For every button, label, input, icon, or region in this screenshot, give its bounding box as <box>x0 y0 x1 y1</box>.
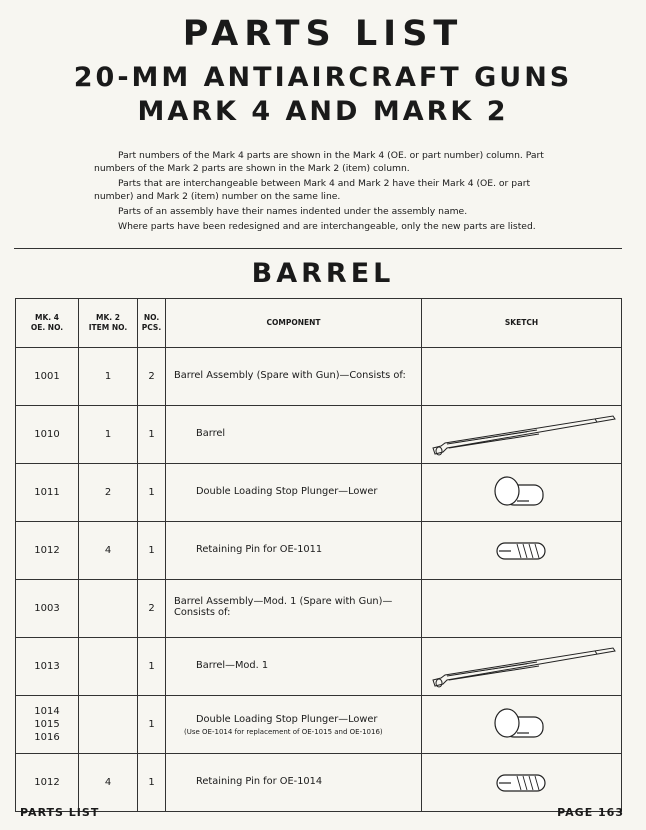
component-name: Barrel Assembly (Spare with Gun)—Consists of: <box>174 369 406 381</box>
mk2-item-number: 1 <box>79 348 138 406</box>
sketch-cell <box>422 406 622 464</box>
mk4-oe-number: 1011 <box>16 464 79 522</box>
component-cell <box>166 464 422 522</box>
mk2-item-number: 2 <box>79 464 138 522</box>
table-row <box>16 464 622 522</box>
mk4-oe-number: 1010 <box>16 406 79 464</box>
section-title: BARREL <box>251 258 395 289</box>
mk4-oe-number: 1013 <box>16 638 79 696</box>
mk4-oe-number: 1012 <box>16 522 79 580</box>
pieces-count: 1 <box>138 406 166 464</box>
component-cell <box>166 696 422 754</box>
component-cell <box>166 754 422 812</box>
divider <box>14 248 622 249</box>
mk4-oe-number: 1003 <box>16 580 79 638</box>
pieces-count: 2 <box>138 348 166 406</box>
table-header-row <box>16 299 622 348</box>
table-row <box>16 638 622 696</box>
table-row <box>16 348 622 406</box>
column-header-pcs: NO. PCS. <box>138 299 166 348</box>
component-name: Double Loading Stop Plunger—Lower <box>196 713 378 725</box>
component-cell <box>166 522 422 580</box>
mk2-item-number <box>79 580 138 638</box>
sketch-cell <box>422 522 622 580</box>
pieces-count: 1 <box>138 522 166 580</box>
pieces-count: 1 <box>138 754 166 812</box>
barrel-sketch-icon <box>423 642 620 692</box>
barrel-sketch-icon <box>423 410 620 460</box>
sketch-cell <box>422 696 622 754</box>
component-cell <box>166 406 422 464</box>
mk2-item-number: 4 <box>79 522 138 580</box>
plunger-sketch-icon <box>423 703 620 747</box>
table-row <box>16 696 622 754</box>
intro-text <box>94 149 546 235</box>
intro-paragraph: Where parts have been redesigned and are interchangeable, only the new parts are listed. <box>118 221 536 232</box>
parts-table <box>15 298 622 812</box>
sketch-cell <box>422 464 622 522</box>
pin-sketch-icon <box>423 536 620 566</box>
footer-left: PARTS LIST <box>20 806 100 819</box>
pieces-count: 1 <box>138 696 166 754</box>
column-header-mk2: MK. 2 ITEM NO. <box>79 299 138 348</box>
plunger-sketch-icon <box>423 471 620 515</box>
component-cell <box>166 580 422 638</box>
table-body <box>16 348 622 812</box>
page-title: PARTS LIST <box>182 14 464 54</box>
mk4-oe-number: 1014 1015 1016 <box>16 696 79 754</box>
page-number: PAGE 163 <box>557 806 624 819</box>
sketch-cell <box>422 638 622 696</box>
subtitle-line-1: 20-MM ANTIAIRCRAFT GUNS <box>73 62 573 93</box>
component-cell <box>166 348 422 406</box>
column-header-component: COMPONENT <box>166 299 422 348</box>
component-name: Barrel Assembly—Mod. 1 (Spare with Gun)— Consists of: <box>174 596 393 618</box>
sketch-cell <box>422 580 622 638</box>
component-name: Barrel—Mod. 1 <box>196 659 269 671</box>
component-cell <box>166 638 422 696</box>
mk2-item-number <box>79 638 138 696</box>
table-row <box>16 580 622 638</box>
intro-paragraph: Parts of an assembly have their names indented under the assembly name. <box>118 206 468 217</box>
component-name: Double Loading Stop Plunger—Lower <box>196 485 378 497</box>
pieces-count: 2 <box>138 580 166 638</box>
component-name: Barrel <box>196 427 226 439</box>
intro-paragraph: Part numbers of the Mark 4 parts are shown in the Mark 4 (OE. or part number) column. Part numbers of the Mark 2 parts are shown in the Mark 2 (item) column. <box>94 150 544 174</box>
column-header-mk4: MK. 4 OE. NO. <box>16 299 79 348</box>
component-name: Retaining Pin for OE-1014 <box>196 775 323 787</box>
sketch-cell <box>422 754 622 812</box>
mk4-oe-number: 1012 <box>16 754 79 812</box>
pieces-count: 1 <box>138 638 166 696</box>
mk2-item-number: 1 <box>79 406 138 464</box>
mk4-oe-number: 1001 <box>16 348 79 406</box>
pieces-count: 1 <box>138 464 166 522</box>
table-row <box>16 754 622 812</box>
intro-paragraph: Parts that are interchangeable between Mark 4 and Mark 2 have their Mark 4 (OE. or part number) and Mark 2 (item) number on the same line. <box>94 178 531 202</box>
pin-sketch-icon <box>423 768 620 798</box>
mk2-item-number <box>79 696 138 754</box>
column-header-sketch: SKETCH <box>422 299 622 348</box>
sketch-cell <box>422 348 622 406</box>
mk2-item-number: 4 <box>79 754 138 812</box>
component-name: Retaining Pin for OE-1011 <box>196 543 323 555</box>
subtitle-line-2: MARK 4 AND MARK 2 <box>137 96 509 127</box>
table-row <box>16 406 622 464</box>
component-note: (Use OE-1014 for replacement of OE-1015 and OE-1016) <box>184 727 383 736</box>
table-row <box>16 522 622 580</box>
